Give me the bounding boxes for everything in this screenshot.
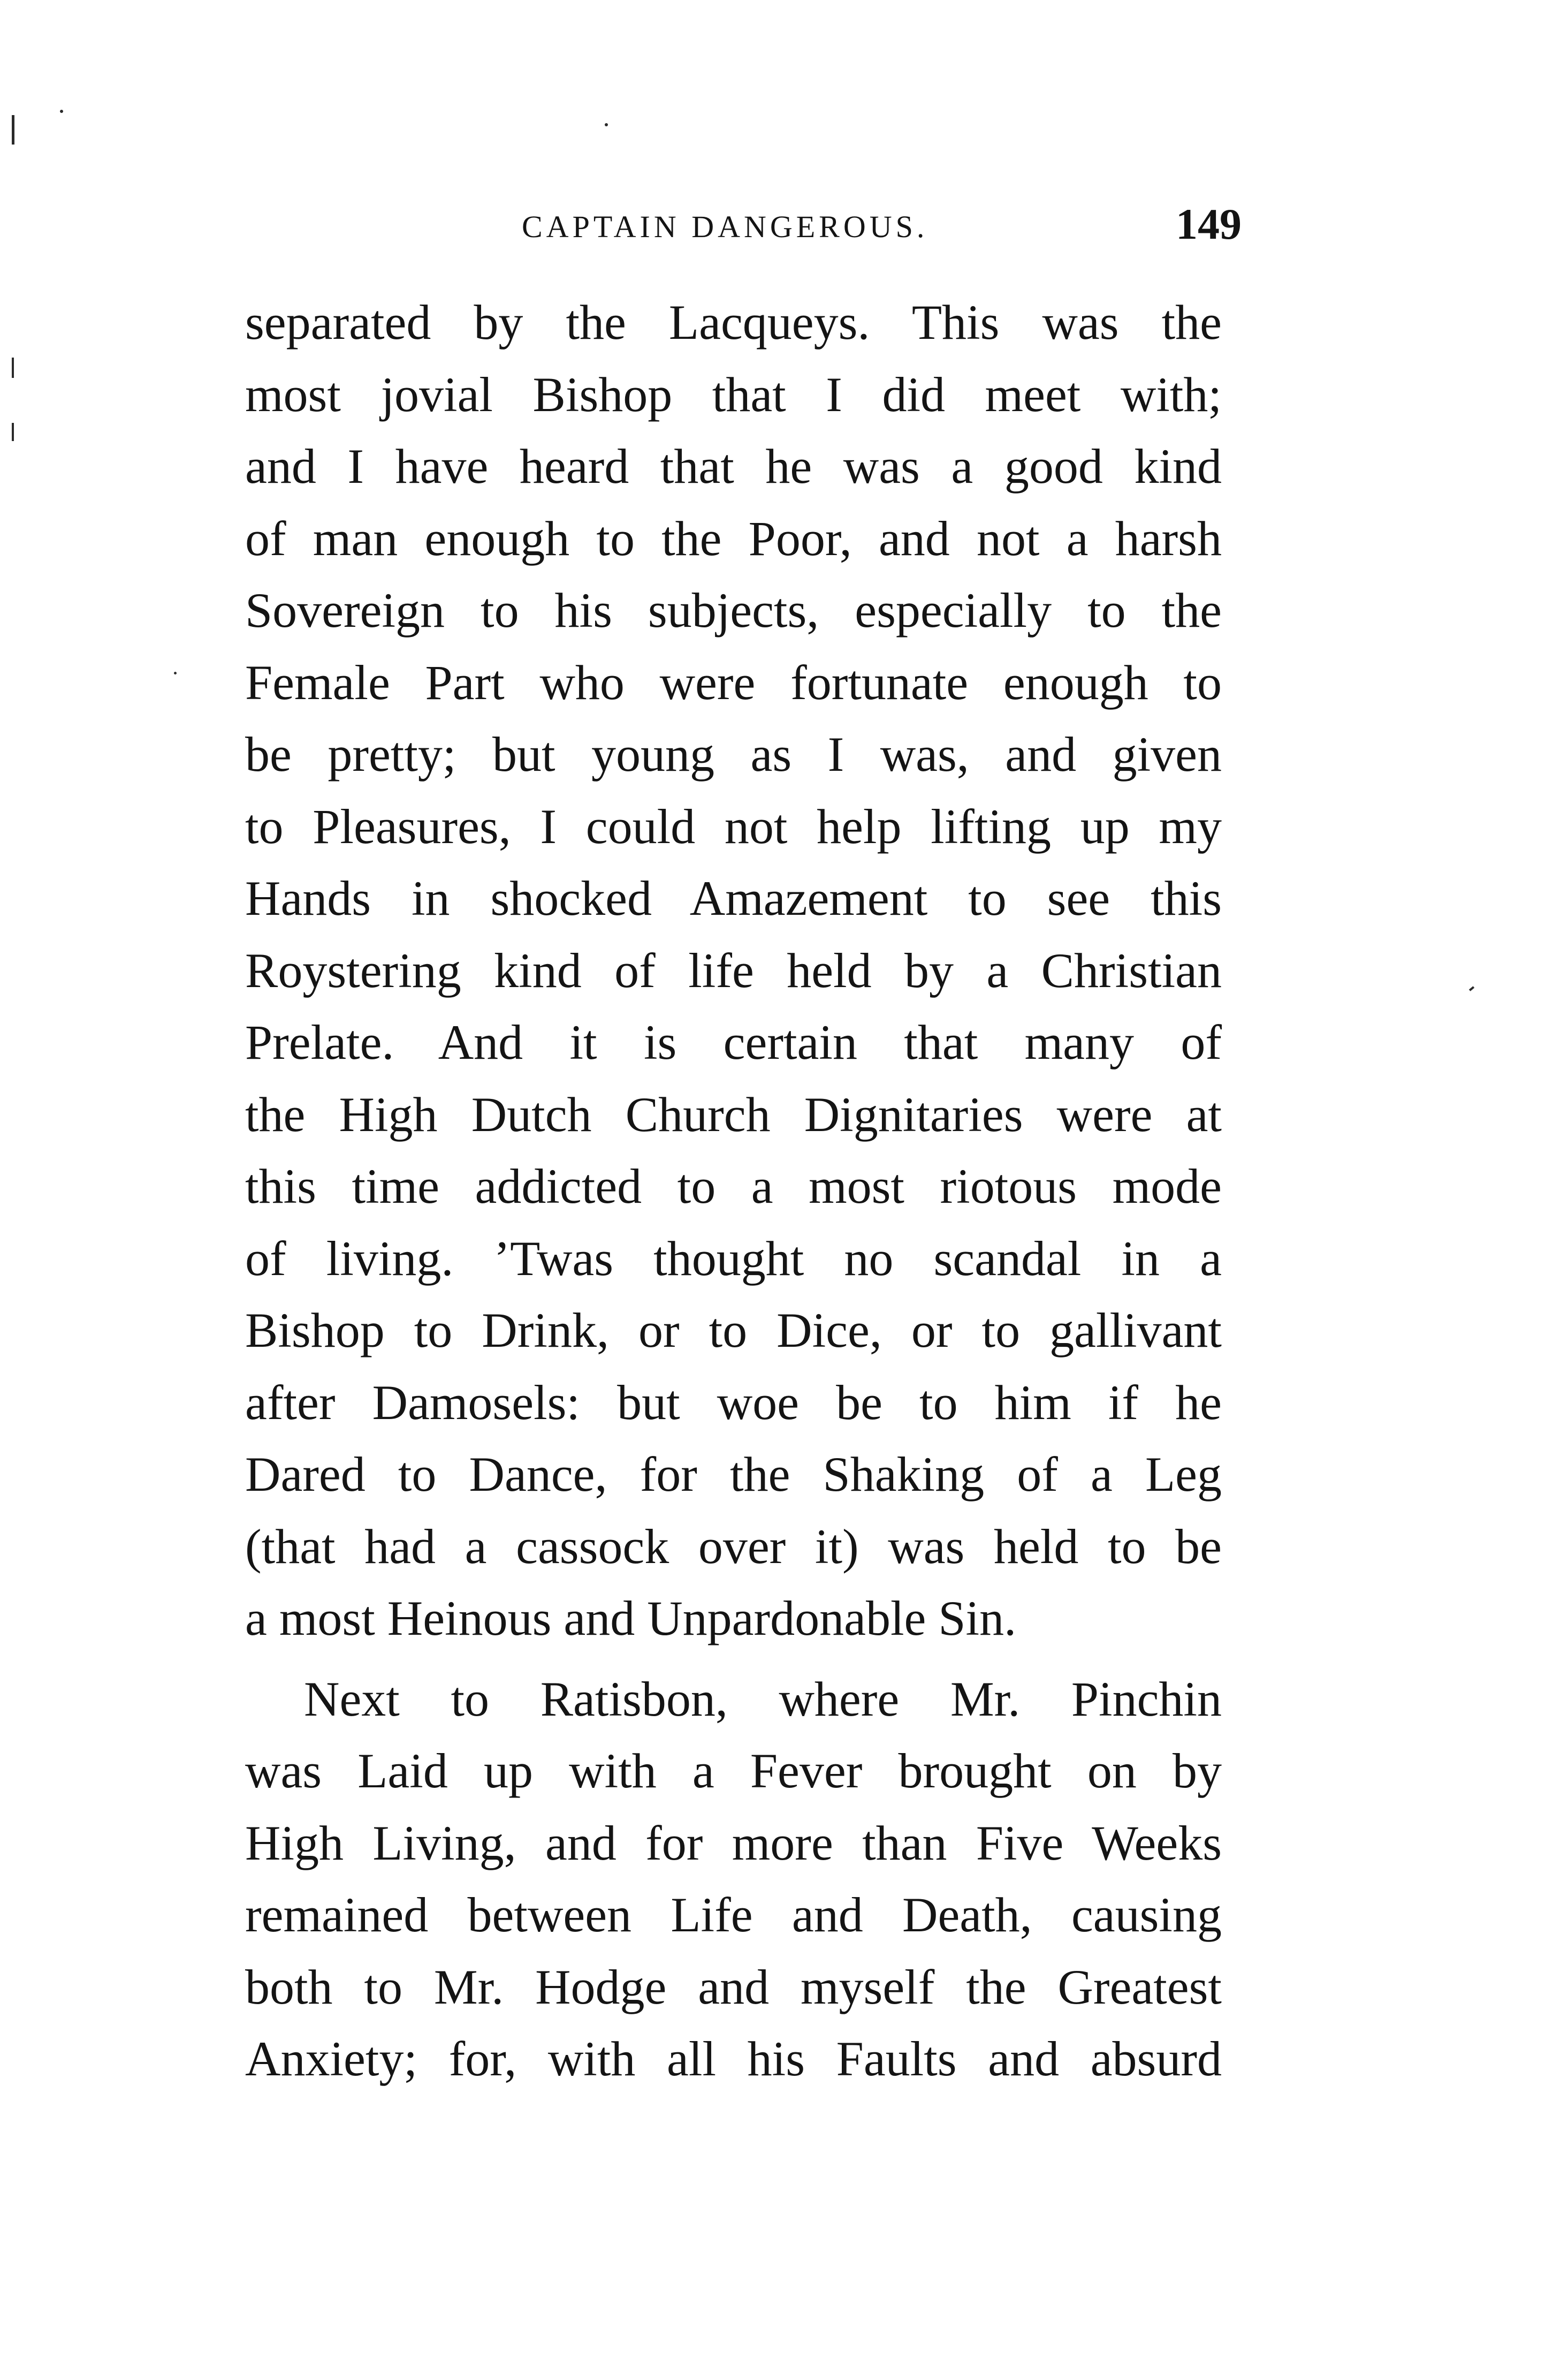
paragraph-gap — [245, 1655, 1222, 1663]
text-line: to Pleasures, I could not help lifting up my — [245, 799, 1222, 854]
scan-mark — [12, 423, 14, 441]
text-line: be pretty; but young as I was, and given — [245, 727, 1222, 782]
scan-mark — [12, 358, 14, 378]
text-line: Female Part who were fortunate enough to — [245, 655, 1222, 710]
text-line: Bishop to Drink, or to Dice, or to gallivant — [245, 1303, 1222, 1357]
text-line: Dared to Dance, for the Shaking of a Leg — [245, 1447, 1222, 1501]
text-line: of man enough to the Poor, and not a harsh — [245, 511, 1222, 566]
text-line: Roystering kind of life held by a Christian — [245, 943, 1222, 998]
text-line: High Living, and for more than Five Weeks — [245, 1815, 1222, 1870]
text-line: separated by the Lacqueys. This was the — [245, 295, 1222, 350]
text-line: most jovial Bishop that I did meet with; — [245, 367, 1222, 422]
running-title: CAPTAIN DANGEROUS. — [522, 209, 928, 244]
scan-mark — [605, 123, 608, 126]
text-line: the High Dutch Church Dignitaries were at — [245, 1087, 1222, 1142]
text-line: remained between Life and Death, causing — [245, 1887, 1222, 1942]
text-line: Anxiety; for, with all his Faults and absurd — [245, 2031, 1222, 2086]
page-number: 149 — [1176, 200, 1242, 248]
text-line: this time addicted to a most riotous mode — [245, 1159, 1222, 1213]
text-line: was Laid up with a Fever brought on by — [245, 1743, 1222, 1798]
text-line: both to Mr. Hodge and myself the Greatest — [245, 1959, 1222, 2014]
text-line: and I have heard that he was a good kind — [245, 439, 1222, 494]
text-line: Next to Ratisbon, where Mr. Pinchin — [304, 1671, 1222, 1726]
scan-mark — [174, 672, 177, 674]
scan-mark — [12, 115, 14, 145]
text-line: Hands in shocked Amazement to see this — [245, 871, 1222, 926]
running-head — [246, 199, 1242, 253]
text-line: (that had a cassock over it) was held to be — [245, 1519, 1222, 1574]
text-line: after Damosels: but woe be to him if he — [245, 1375, 1222, 1430]
body-text — [245, 286, 1222, 2095]
text-line: Prelate. And it is certain that many of — [245, 1015, 1222, 1070]
scan-mark — [1469, 986, 1474, 991]
text-line: a most Heinous and Unpardonable Sin. — [245, 1591, 1017, 1645]
text-line: Sovereign to his subjects, especially to the — [245, 583, 1222, 638]
text-line: of living. ’Twas thought no scandal in a — [245, 1231, 1222, 1286]
scan-mark — [60, 110, 63, 113]
